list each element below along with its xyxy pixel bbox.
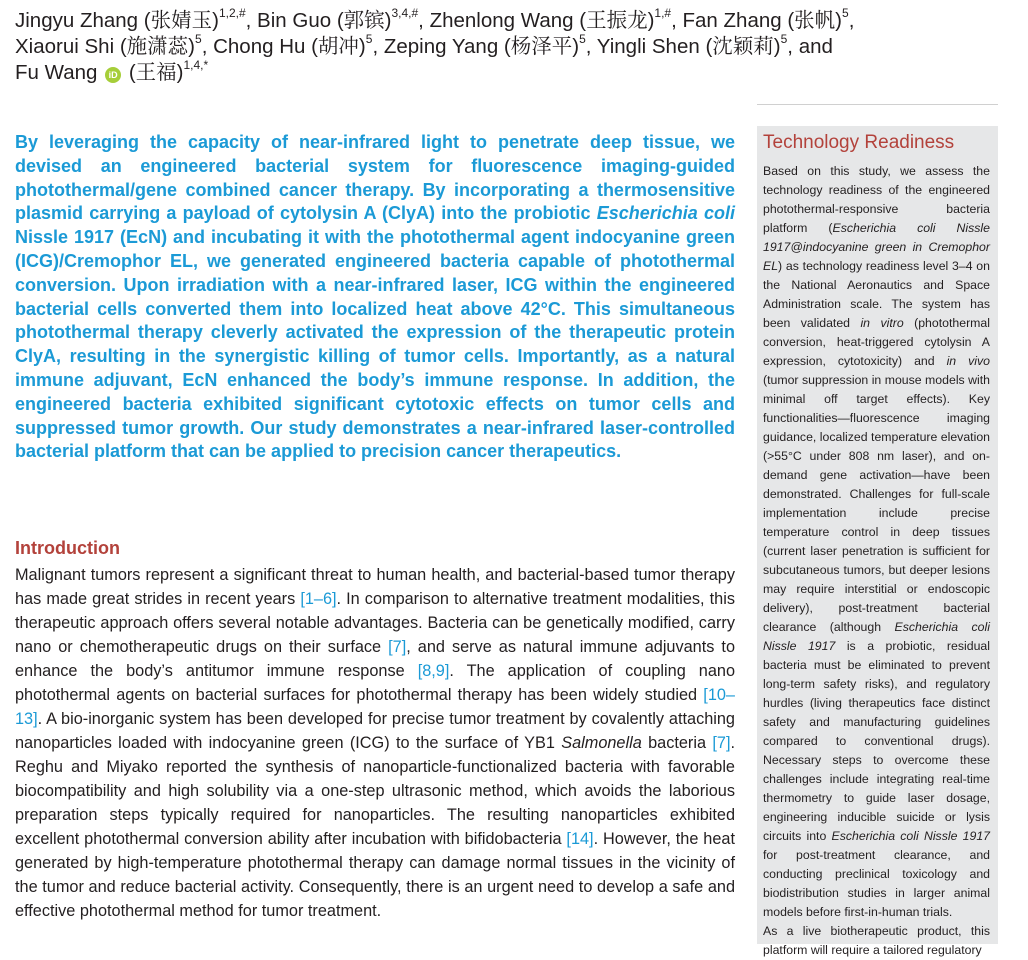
- body-text: . Reghu and Miyako reported the synthesis of nanoparticle-functionalized bacteria with favorable biocompatibility and high solubility via a one-step ultrasonic method, which avoids the laborious preparation steps typically required for nanoparticles. The resulting nanoparticles exhibited excellent photothermal conversion ability after incubation with bifidobacteria: [15, 734, 735, 848]
- citation-link[interactable]: [14]: [566, 830, 594, 848]
- sidebar-italic: Escherichia coli Nissle 1917: [831, 829, 990, 843]
- author-name: Zeping Yang (杨泽平): [383, 35, 580, 58]
- affiliation-marker: 5: [365, 32, 373, 47]
- affiliation-marker: 1,4,*: [183, 58, 209, 73]
- sidebar-text: As a live biotherapeutic product, this platform will require a tailored regulatory: [763, 924, 990, 957]
- sidebar-italic: Escherichia coli Nissle 1917: [763, 620, 990, 653]
- technology-readiness-box: [757, 126, 998, 957]
- abstract-italic: Escherichia coli: [596, 203, 735, 224]
- affiliation-marker: 1,#: [654, 6, 672, 21]
- author-name-chinese: (王福): [128, 61, 184, 84]
- technology-readiness-title: Technology Readiness: [763, 132, 955, 153]
- affiliation-marker: 5: [842, 6, 849, 21]
- and-word: and: [798, 35, 833, 58]
- author-name: Bin Guo (郭镔): [257, 9, 392, 32]
- author-name: Yingli Shen (沈颖莉): [596, 35, 781, 58]
- citation-link[interactable]: [1–6]: [300, 590, 337, 608]
- affiliation-marker: 5: [780, 32, 788, 47]
- technology-readiness-text-2: [763, 922, 990, 960]
- abstract-text: By leveraging the capacity of near-infrared light to penetrate deep tissue, we devised an engineered bacterial system for fluorescence imaging-guided photothermal/gene combined cancer therapy. By incorporating a thermosensitive plasmid carrying a payload of cytolysin A (ClyA) into the probiotic: [15, 132, 735, 224]
- affiliation-marker: 3,4,#: [391, 6, 419, 21]
- sidebar-text: ) as technology readiness level 3–4 on the National Aeronautics and Space Administration scale. The system has been validated: [763, 259, 990, 330]
- body-text: . In comparison to alternative treatment modalities, this therapeutic approach offers several notable advantages. Bacteria can be genetically modified, carry nano or chemotherapeutic drugs on their surface: [15, 590, 735, 656]
- author-name: Jingyu Zhang (张婧玉): [15, 9, 219, 32]
- introduction-paragraph: [15, 563, 735, 923]
- body-text: . However, the heat generated by high-temperature photothermal therapy can damage normal tissues in the vicinity of the tumor and reduce bacterial activity. Consequently, there is an urgent need to develop a safe and effective photothermal method for tumor treatment.: [15, 830, 735, 920]
- orcid-icon[interactable]: iD: [105, 67, 121, 83]
- author-list: Jingyu Zhang (张婧玉)$^{1,2,\#}$, Bin Guo (郭镔)$^{3,4,\#}$, Zhenlong Wang (王振龙)$^{1,\#}$, Fan Zhang (张帆)$^5$, Xiaorui Shi (施潇蕊)$^5$, Chong Hu (胡冲)$^5$, Zeping Yang (杨泽平)$^5$, Yingli Shen (沈颖莉)$^5$, and Fu Wang iD (王福)$^{1,4,*}$: [15, 6, 855, 84]
- body-text: , and serve as natural immune adjuvants to enhance the body’s antitumor immune response: [15, 638, 735, 680]
- abstract-text: Nissle 1917 (EcN) and incubating it with the photothermal agent indocyanine green (ICG)/Cremophor EL, we generated engineered bacteria capable of photothermal conversion. Upon irradiation with a near-infrared laser, ICG within the engineered bacterial cells converted them into localized heat above 42°C. This simultaneous photothermal therapy cleverly activated the expression of the therapeutic protein ClyA, resulting in the synergistic killing of tumor cells. Importantly, as a natural immune adjuvant, EcN enhanced the body’s immune response. In addition, the engineered bacteria exhibited significant cytotoxic effects on tumor cells and suppressed tumor growth. Our study demonstrates a near-infrared laser-controlled bacterial platform that can be applied to precision cancer therapeutics.: [15, 227, 735, 462]
- sidebar-text: Based on this study, we assess the technology readiness of the engineered photothermal-responsive bacteria platform (: [763, 164, 990, 235]
- species-name: Salmonella: [561, 734, 642, 752]
- sidebar-text: for post-treatment clearance, and conducting preclinical toxicology and biodistribution studies in larger animal models before first-in-human trials.: [763, 848, 990, 919]
- affiliation-marker: 1,2,#: [218, 6, 246, 21]
- body-text: bacteria: [641, 734, 713, 752]
- author-name: Fu Wang: [15, 61, 98, 84]
- section-heading-introduction: Introduction: [15, 538, 120, 558]
- abstract: [15, 131, 735, 464]
- sidebar-text: (photothermal conversion, heat-triggered cytolysin A expression, cytotoxicity) and: [763, 316, 990, 368]
- sidebar-text: (tumor suppression in mouse models with minimal off target effects). Key functionalities—fluorescence imaging guidance, localized temperature elevation (>55°C under 808 nm laser), and on-demand gene activation—have been demonstrated. Challenges for full-scale implementation include precise temperature control in deep tissues (current laser penetration is sufficient for subcutaneous tumors, but deeper lesions may require interstitial or endoscopic delivery), post-treatment bacterial clearance (although: [763, 373, 990, 634]
- author-name: Zhenlong Wang (王振龙): [429, 9, 655, 32]
- citation-link[interactable]: [10–13]: [15, 686, 735, 728]
- sidebar-italic: in vitro: [860, 316, 904, 330]
- technology-readiness-text: [763, 162, 990, 922]
- sidebar-top-rule: [757, 104, 998, 105]
- affiliation-marker: 5: [195, 32, 202, 47]
- citation-link[interactable]: [7]: [712, 734, 731, 752]
- sidebar-text: is a probiotic, residual bacteria must be eliminated to prevent long-term safety risks), and regulatory hurdles (living therapeutics face distinct safety and manufacturing guidelines compared to conventional drugs). Necessary steps to overcome these challenges include integrating real-time thermometry to guide laser dosage, engineering inducible suicide or lysis circuits into: [763, 639, 990, 843]
- citation-link[interactable]: [7]: [388, 638, 407, 656]
- body-text: . The application of coupling nano photothermal agents on bacterial surfaces for photothermal therapy has been widely studied: [15, 662, 735, 704]
- author-name: Xiaorui Shi (施潇蕊): [15, 35, 195, 58]
- affiliation-marker: 5: [579, 32, 586, 47]
- citation-link[interactable]: [8,9]: [417, 662, 450, 680]
- body-text: Malignant tumors represent a significant threat to human health, and bacterial-based tumor therapy has made great strides in recent years: [15, 566, 735, 608]
- sidebar-italic: Escherichia coli Nissle 1917@indocyanine green in Cremophor EL: [763, 221, 990, 273]
- author-name: Fan Zhang (张帆): [682, 9, 842, 32]
- sidebar-italic: in vivo: [946, 354, 990, 368]
- body-text: . A bio-inorganic system has been developed for precise tumor treatment by covalently attaching nanoparticles loaded with indocyanine green (ICG) to the surface of YB1: [15, 710, 735, 752]
- author-name: Chong Hu (胡冲): [213, 35, 366, 58]
